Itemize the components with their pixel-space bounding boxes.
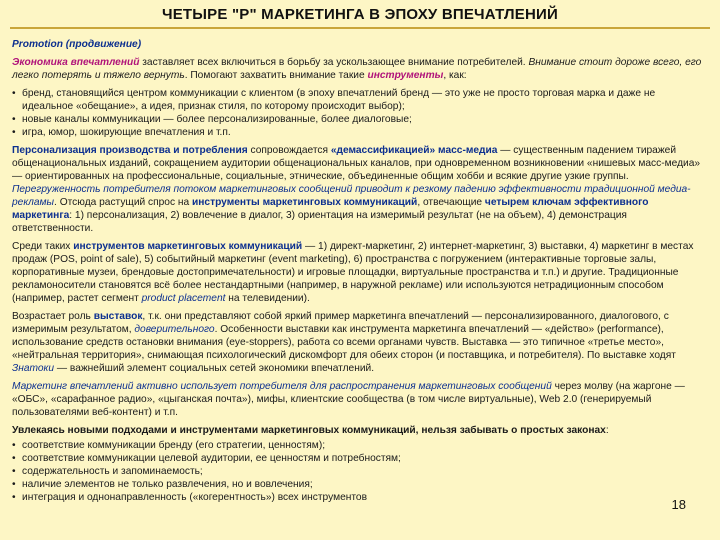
personalization-label: Персонализация производства и потребления bbox=[12, 145, 248, 156]
text: через молву (на жаргоне — «ОБС», «сарафанное радио», «цыганская почта»), мифы, клиентские сообщества (в том числе виртуальные), Web 2.0 (генерируемый пользователями веб-контент) и т.п. bbox=[12, 381, 685, 418]
product-placement: product placement bbox=[141, 293, 226, 304]
text: . Особенности выставки как инструмента маркетинга впечатлений — «действо» (performance), использование средств остановки внимания (eye-stoppers), работа со всеми органами чувств. Выставка — это типичное «третье место», «нейтральная территория», снимающая психологический дискомфорт для обеих сторон (и поставщика, и потребителя). По выставке ходят bbox=[12, 324, 676, 361]
simple-laws-bullets bbox=[12, 439, 708, 504]
instruments-word: инструменты bbox=[367, 70, 444, 81]
four-keys-highlight: четырем ключам эффективного маркетинга bbox=[12, 197, 649, 221]
experience-economy-label: Экономика впечатлений bbox=[12, 57, 140, 68]
tools-paragraph bbox=[12, 240, 708, 305]
list-item: • соответствие коммуникации целевой аудитории, ее ценностям и потребностям; bbox=[12, 452, 708, 465]
trust-italic: доверительного bbox=[134, 324, 215, 335]
intro-text2: . Помогают захватить внимание такие bbox=[184, 70, 368, 81]
attention-italic: Внимание стоит дороже всего, его легко потерять и тяжело вернуть bbox=[12, 57, 702, 81]
final-heading-paragraph bbox=[12, 424, 708, 437]
promotion-heading: Promotion (продвижение) bbox=[12, 39, 142, 50]
section-heading-promotion bbox=[12, 38, 708, 51]
slide-body bbox=[12, 38, 708, 509]
word-of-mouth-paragraph bbox=[12, 380, 708, 419]
imc-highlight: инструментов маркетинговых коммуникаций bbox=[73, 241, 303, 252]
simple-laws-heading: Увлекаясь новыми подходами и инструментами маркетинговых коммуникаций, нельзя забывать о простых законах bbox=[12, 425, 606, 436]
list-item: • интеграция и однонаправленность («когерентность») всех инструментов bbox=[12, 491, 708, 504]
znatoki-italic: Знатоки bbox=[12, 363, 55, 374]
list-item: • игра, юмор, шокирующие впечатления и т.п. bbox=[12, 126, 708, 139]
personalization-paragraph bbox=[12, 144, 708, 235]
slide-title: ЧЕТЫРЕ "Р" МАРКЕТИНГА В ЭПОХУ ВПЕЧАТЛЕНИЙ bbox=[161, 6, 558, 23]
promotion-intro bbox=[12, 56, 708, 82]
text: — существенным падением тиражей общенациональных изданий, сокращением аудитории общенациональных каналов, при одновременном возникновении «нишевых масс-медиа» — ориентированных на профессиональные, социальные, этнические, объединенные общим хобби и всякие другие узкие группы. bbox=[12, 145, 701, 182]
exhibition-paragraph bbox=[12, 310, 708, 375]
text: Возрастает роль bbox=[12, 311, 94, 322]
list-item: • бренд, становящийся центром коммуникации с клиентом (в эпоху впечатлений бренд — это уже не просто торговая марка и даже не идеальное «обещание», а идея, признак стиля, по которому происходит выбор); bbox=[12, 87, 708, 113]
text: , отвечающие bbox=[417, 197, 485, 208]
demassification-highlight: «демассификацией» масс-медиа bbox=[330, 145, 498, 156]
list-item: • содержательность и запоминаемость; bbox=[12, 465, 708, 478]
text: : 1) персонализация, 2) вовлечение в диалог, 3) ориентация на измеримый результат (не на объем), 4) демонстрация ответственности. bbox=[12, 210, 627, 234]
text: — важнейший элемент социальных сетей экономики впечатлений. bbox=[54, 363, 375, 374]
page-number: 18 bbox=[671, 497, 686, 512]
text: : bbox=[605, 425, 609, 436]
wom-italic: Маркетинг впечатлений активно использует потребителя для распространения маркетинговых сообщений bbox=[12, 381, 552, 392]
list-item: • новые каналы коммуникации — более персонализированные, более диалоговые; bbox=[12, 113, 708, 126]
imc-highlight: инструменты маркетинговых коммуникаций bbox=[192, 197, 418, 208]
list-item: • наличие элементов не только развлечения, но и вовлечения; bbox=[12, 478, 708, 491]
exhibition-highlight: выставок bbox=[93, 311, 143, 322]
text: . Отсюда растущий спрос на bbox=[54, 197, 193, 208]
promotion-bullets bbox=[12, 87, 708, 139]
text: Среди таких bbox=[12, 241, 74, 252]
text: сопровождается bbox=[247, 145, 331, 156]
overload-italic: Перегруженность потребителя потоком маркетинговых сообщений приводит к резкому падению эффективности традиционной медиа-рекламы bbox=[12, 184, 691, 208]
intro-text3: , как: bbox=[443, 70, 467, 81]
text: на телевидении). bbox=[225, 293, 310, 304]
list-item: • соответствие коммуникации бренду (его стратегии, ценностям); bbox=[12, 439, 708, 452]
text: — 1) директ-маркетинг, 2) интернет-маркетинг, 3) выставки, 4) маркетинг в местах продаж (POS, point of sale), 5) событийный маркетинг (event marketing), 6) пространства с погружением (интерактивные торговые залы, корпоративные музеи, брендовые достопримечательности) и игровые площадки, виртуальные пространства и т.п.) и другие. Традиционные рекламоносители становятся всё более нестандартными (например, в наружной рекламе) или используются нетрадиционным способом (например, растет сегмент bbox=[12, 241, 694, 304]
text: , т.к. они представляют собой яркий пример маркетинга впечатлений — персонализированного, диалогового, с измеримым результатом, bbox=[12, 311, 669, 335]
intro-text: заставляет всех включиться в борьбу за ускользающее внимание потребителей. bbox=[139, 57, 529, 68]
title-divider bbox=[10, 27, 710, 29]
